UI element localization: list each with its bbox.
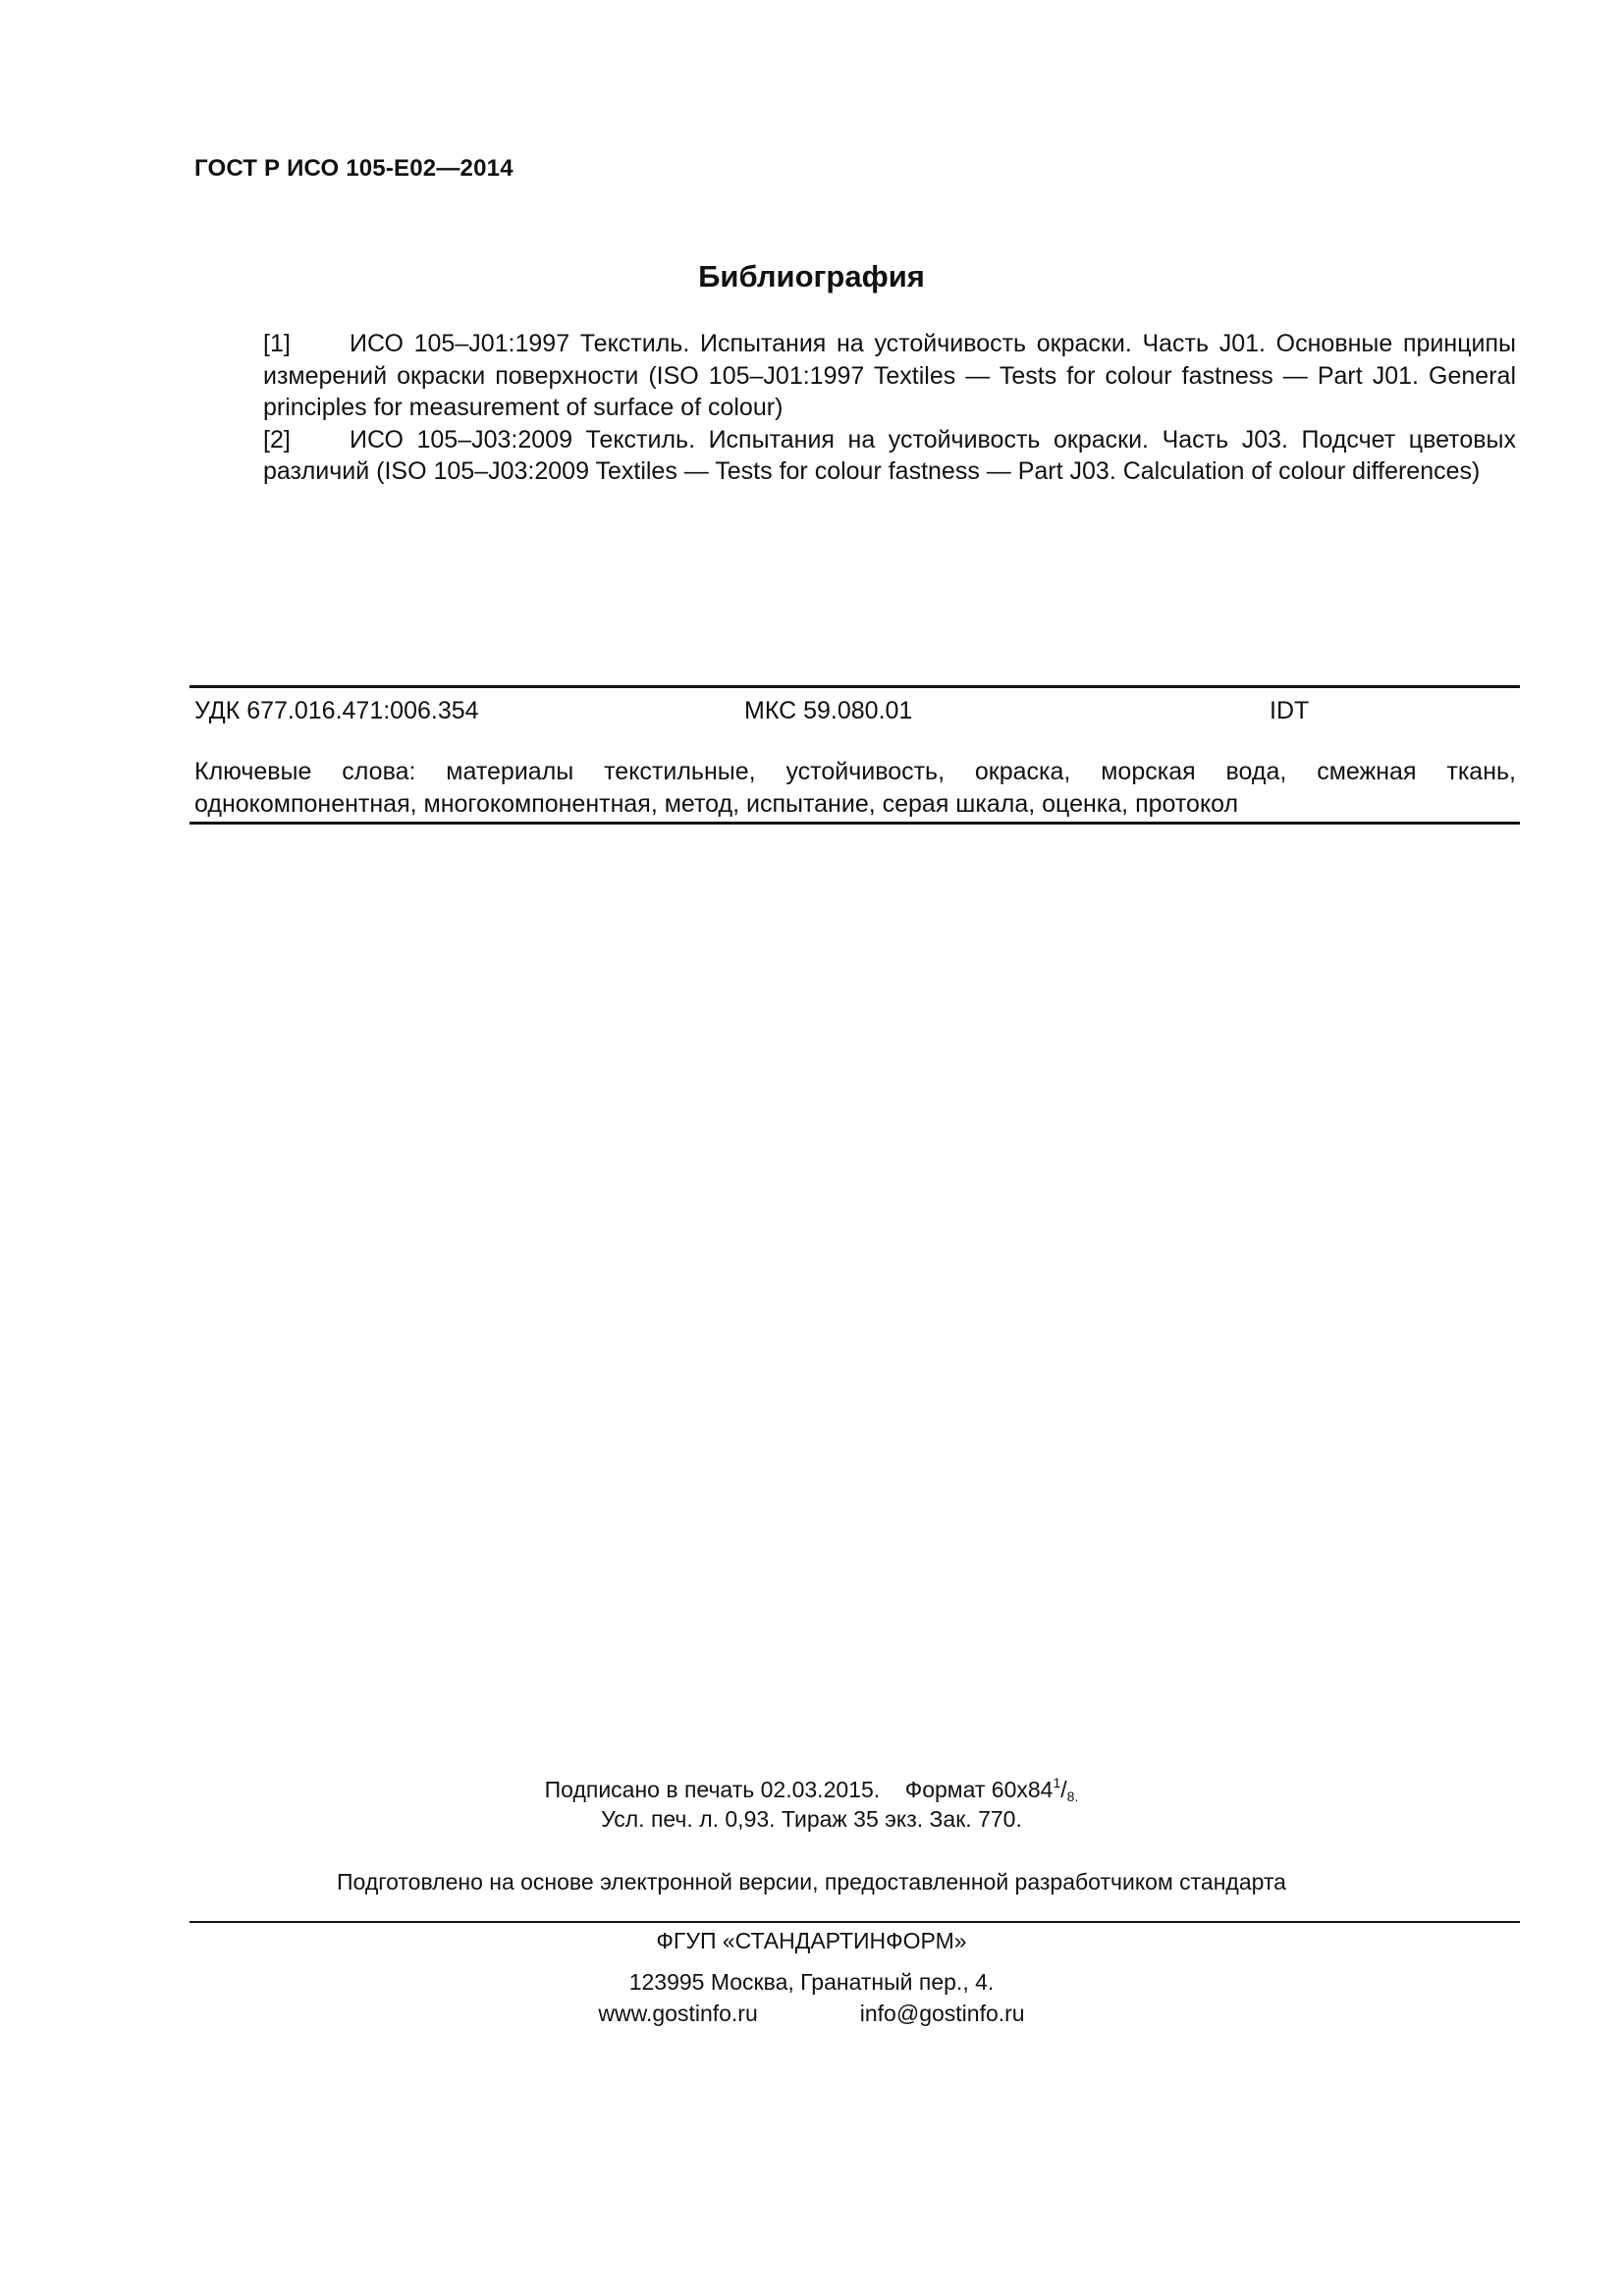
bibliography-title: Библиография [698, 259, 925, 294]
signed-date: Подписано в печать 02.03.2015. [544, 1777, 881, 1802]
equivalence-degree: IDT [1270, 697, 1310, 724]
divider-top [189, 685, 1520, 688]
divider-keywords [189, 822, 1520, 825]
email-link[interactable]: info@gostinfo.ru [859, 2001, 1025, 2026]
bibliography-entry-number: [2] [263, 425, 291, 454]
bibliography-entry [263, 424, 1516, 488]
print-signed-line [0, 1775, 1623, 1804]
udk-code: УДК 677.016.471:006.354 [194, 697, 479, 724]
paper-format-end: . [1074, 1789, 1079, 1804]
paper-format: Формат 60x84 [904, 1777, 1054, 1802]
divider-publisher [189, 1921, 1520, 1923]
prepared-note: Подготовлено на основе электронной версии, предоставленной разработчиком стандарта [337, 1869, 1286, 1895]
paper-format-numerator: 1 [1053, 1775, 1061, 1790]
bibliography-entry-number: [1] [263, 330, 291, 357]
bibliography-entry-text: ИСО 105–J03:2009 Текстиль. Испытания на устойчивость окраски. Часть J03. Подсчет цветовых различий (ISO 105–J03:2009 Textiles — Tests for colour fastness — Part J03. Calculation of colour differences) [263, 425, 1516, 485]
bibliography-entry [263, 328, 1516, 424]
print-details: Усл. печ. л. 0,93. Тираж 35 экз. Зак. 770. [601, 1806, 1022, 1832]
publisher-name: ФГУП «СТАНДАРТИНФОРМ» [656, 1928, 967, 1953]
bibliography-entry-text: ИСО 105–J01:1997 Текстиль. Испытания на устойчивость окраски. Часть J01. Основные принципы измерений окраски поверхности (ISO 105–J01:1997 Textiles — Tests for colour fastness — Part J01. General principles for measurement of surface of colour) [263, 330, 1516, 421]
keywords: Ключевые слова: материалы текстильные, устойчивость, окраска, морская вода, смежная ткань, однокомпонентная, многокомпонентная, метод, испытание, серая шкала, оценка, протокол [194, 758, 1516, 818]
paper-format-denominator: 8 [1066, 1789, 1075, 1804]
bibliography-list [263, 328, 1516, 488]
mks-code: МКС 59.080.01 [744, 697, 913, 724]
publisher-address: 123995 Москва, Гранатный пер., 4. [628, 1969, 995, 1995]
publisher-contacts [0, 2001, 1623, 2027]
document-code: ГОСТ Р ИСО 105-E02—2014 [194, 155, 514, 182]
website-link[interactable]: www.gostinfo.ru [598, 2001, 758, 2026]
paper-format-slash: / [1060, 1777, 1067, 1802]
